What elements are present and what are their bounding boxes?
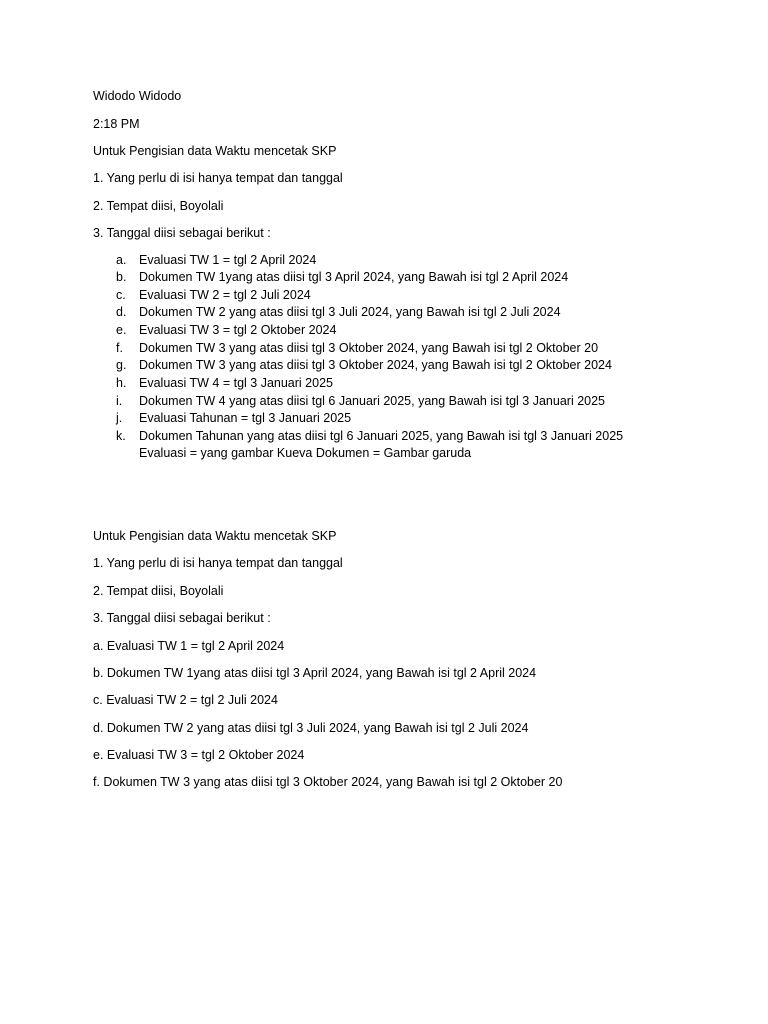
section1-step: 3. Tanggal diisi sebagai berikut : bbox=[93, 226, 271, 240]
list-text: Dokumen TW 1yang atas diisi tgl 3 April 2024, yang Bawah isi tgl 2 April 2024 bbox=[139, 270, 569, 284]
section2-line: e. Evaluasi TW 3 = tgl 2 Oktober 2024 bbox=[93, 748, 305, 762]
section1-step: 1. Yang perlu di isi hanya tempat dan tanggal bbox=[93, 171, 343, 185]
section1-intro: Untuk Pengisian data Waktu mencetak SKP bbox=[93, 144, 337, 158]
section2-line: 1. Yang perlu di isi hanya tempat dan tanggal bbox=[93, 556, 343, 570]
list-item bbox=[116, 428, 623, 444]
timestamp: 2:18 PM bbox=[93, 117, 140, 131]
list-text: Dokumen TW 3 yang atas diisi tgl 3 Oktober 2024, yang Bawah isi tgl 2 Oktober 2024 bbox=[139, 358, 612, 372]
section2-line: c. Evaluasi TW 2 = tgl 2 Juli 2024 bbox=[93, 693, 278, 707]
list-item bbox=[116, 375, 333, 391]
list-marker: f. bbox=[116, 341, 123, 355]
list-text: Evaluasi Tahunan = tgl 3 Januari 2025 bbox=[139, 411, 352, 425]
section2-line: b. Dokumen TW 1yang atas diisi tgl 3 April 2024, yang Bawah isi tgl 2 April 2024 bbox=[93, 666, 537, 680]
list-text: Dokumen TW 3 yang atas diisi tgl 3 Oktober 2024, yang Bawah isi tgl 2 Oktober 20 bbox=[139, 341, 599, 355]
list-item bbox=[116, 252, 316, 268]
list-marker: g. bbox=[116, 358, 127, 372]
list-marker: h. bbox=[116, 376, 127, 390]
list-text: Dokumen TW 2 yang atas diisi tgl 3 Juli 2024, yang Bawah isi tgl 2 Juli 2024 bbox=[139, 305, 561, 319]
list-item bbox=[116, 322, 336, 338]
list-note: Evaluasi = yang gambar Kueva Dokumen = Gambar garuda bbox=[139, 446, 472, 460]
list-item bbox=[116, 269, 568, 285]
list-text: Evaluasi TW 1 = tgl 2 April 2024 bbox=[139, 253, 317, 267]
list-text: Evaluasi TW 4 = tgl 3 Januari 2025 bbox=[139, 376, 333, 390]
section2-line: f. Dokumen TW 3 yang atas diisi tgl 3 Oktober 2024, yang Bawah isi tgl 2 Oktober 20 bbox=[93, 775, 563, 789]
list-text: Evaluasi TW 2 = tgl 2 Juli 2024 bbox=[139, 288, 311, 302]
list-item bbox=[116, 393, 605, 409]
list-marker: k. bbox=[116, 429, 126, 443]
list-item bbox=[116, 304, 561, 320]
list-marker: d. bbox=[116, 305, 127, 319]
list-marker: a. bbox=[116, 253, 127, 267]
list-item bbox=[116, 340, 598, 356]
list-marker: e. bbox=[116, 323, 127, 337]
list-item bbox=[116, 410, 351, 426]
section2-line: 3. Tanggal diisi sebagai berikut : bbox=[93, 611, 271, 625]
section2-line: 2. Tempat diisi, Boyolali bbox=[93, 584, 224, 598]
list-marker: j. bbox=[116, 411, 123, 425]
list-text: Dokumen Tahunan yang atas diisi tgl 6 Januari 2025, yang Bawah isi tgl 3 Januari 2025 bbox=[139, 429, 624, 443]
list-item bbox=[116, 357, 612, 373]
list-marker: i. bbox=[116, 394, 123, 408]
section2-line: a. Evaluasi TW 1 = tgl 2 April 2024 bbox=[93, 639, 285, 653]
author-name: Widodo Widodo bbox=[93, 89, 182, 103]
section1-step: 2. Tempat diisi, Boyolali bbox=[93, 199, 224, 213]
list-marker: b. bbox=[116, 270, 127, 284]
section2-line: d. Dokumen TW 2 yang atas diisi tgl 3 Juli 2024, yang Bawah isi tgl 2 Juli 2024 bbox=[93, 721, 529, 735]
section2-intro: Untuk Pengisian data Waktu mencetak SKP bbox=[93, 529, 337, 543]
list-text: Evaluasi TW 3 = tgl 2 Oktober 2024 bbox=[139, 323, 337, 337]
list-marker: c. bbox=[116, 288, 126, 302]
list-item bbox=[116, 287, 311, 303]
list-text: Dokumen TW 4 yang atas diisi tgl 6 Januari 2025, yang Bawah isi tgl 3 Januari 2025 bbox=[139, 394, 606, 408]
